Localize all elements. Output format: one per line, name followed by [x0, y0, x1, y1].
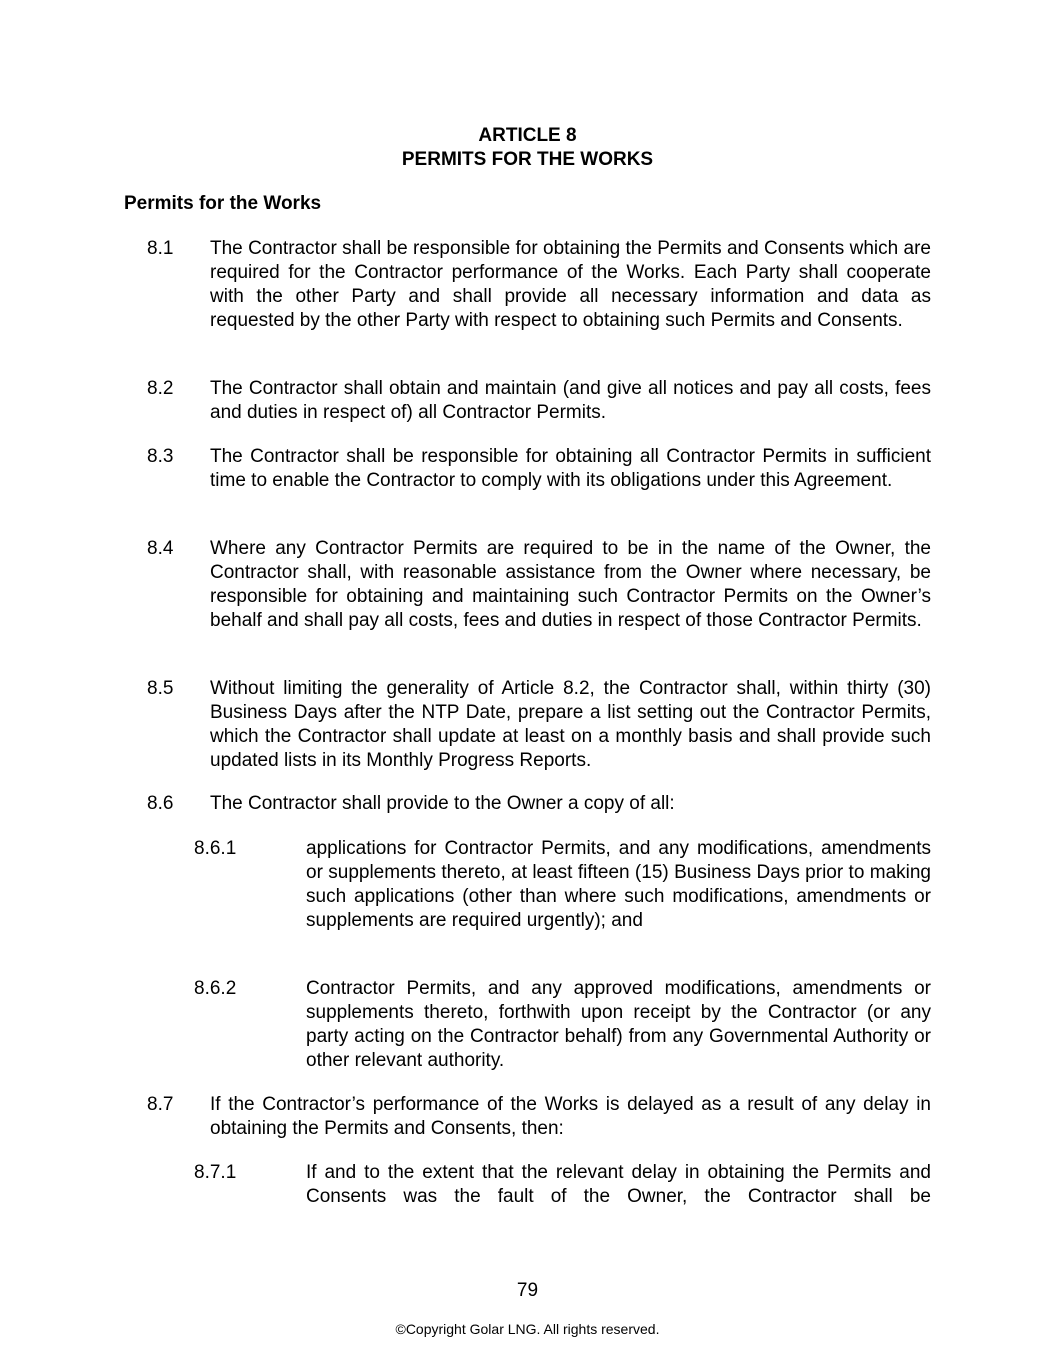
subclause-text: If and to the extent that the relevant delay in obtaining the Permits and Consents was the fault of the Owner, the Contractor shall be — [306, 1162, 931, 1207]
clause-text: If the Contractor’s performance of the Works is delayed as a result of any delay in obtaining the Permits and Consents, then: — [210, 1094, 931, 1139]
copyright-notice: ©Copyright Golar LNG. All rights reserved. — [395, 1321, 660, 1337]
clause-number: 8.3 — [147, 446, 174, 467]
article-title: PERMITS FOR THE WORKS — [401, 149, 654, 170]
section-heading: Permits for the Works — [124, 193, 322, 214]
subclause-number: 8.7.1 — [194, 1162, 237, 1183]
clause-text: The Contractor shall be responsible for obtaining all Contractor Permits in sufficient time to enable the Contractor to comply with its obligations under this Agreement. — [210, 446, 931, 491]
article-heading — [0, 124, 1055, 172]
clause-text: The Contractor shall provide to the Owner a copy of all: — [210, 793, 675, 814]
clause-text: Where any Contractor Permits are required to be in the name of the Owner, the Contractor shall, with reasonable assistance from the Owner where necessary, be responsible for obtaining and maintaining such Contractor Permits on the Owner’s behalf and shall pay all costs, fees and duties in respect of those Contractor Permits. — [210, 538, 931, 631]
clause-8-2 — [147, 377, 931, 425]
clause-8-7 — [147, 1093, 931, 1141]
clause-text: Without limiting the generality of Article 8.2, the Contractor shall, within thirty (30) Business Days after the NTP Date, prepare a list setting out the Contractor Permits, which the Contractor shall update at least on a monthly basis and shall provide such updated lists in its Monthly Progress Reports. — [210, 678, 931, 771]
clause-number: 8.1 — [147, 238, 174, 259]
clause-8-1 — [147, 237, 931, 333]
clause-number: 8.4 — [147, 538, 174, 559]
subclause-text: Contractor Permits, and any approved modifications, amendments or supplements thereto, forthwith upon receipt by the Contractor (or any party acting on the Contractor behalf) from any Governmental Authority or other relevant authority. — [306, 978, 931, 1071]
subclause-8-6-2 — [194, 977, 931, 1073]
clause-number: 8.7 — [147, 1094, 174, 1115]
clause-number: 8.2 — [147, 378, 174, 399]
subclause-text: applications for Contractor Permits, and any modifications, amendments or supplements thereto, at least fifteen (15) Business Days prior to making such applications (other than where such modifications, amendments or supplements are required urgently); and — [306, 838, 931, 931]
subclause-8-6-1 — [194, 837, 931, 933]
clause-8-5 — [147, 677, 931, 773]
clause-number: 8.6 — [147, 793, 174, 814]
clause-8-6 — [147, 792, 931, 816]
article-number: ARTICLE 8 — [478, 125, 577, 146]
clause-8-4 — [147, 537, 931, 633]
page-number: 79 — [516, 1280, 539, 1301]
clause-8-3 — [147, 445, 931, 493]
subclause-number: 8.6.2 — [194, 978, 237, 999]
clause-number: 8.5 — [147, 678, 174, 699]
clause-text: The Contractor shall be responsible for obtaining the Permits and Consents which are required for the Contractor performance of the Works. Each Party shall cooperate with the other Party and shall provide all necessary information and data as requested by the other Party with respect to obtaining such Permits and Consents. — [210, 238, 931, 331]
subclause-8-7-1 — [194, 1161, 931, 1209]
clause-text: The Contractor shall obtain and maintain (and give all notices and pay all costs, fees and duties in respect of) all Contractor Permits. — [210, 378, 931, 423]
subclause-number: 8.6.1 — [194, 838, 237, 859]
